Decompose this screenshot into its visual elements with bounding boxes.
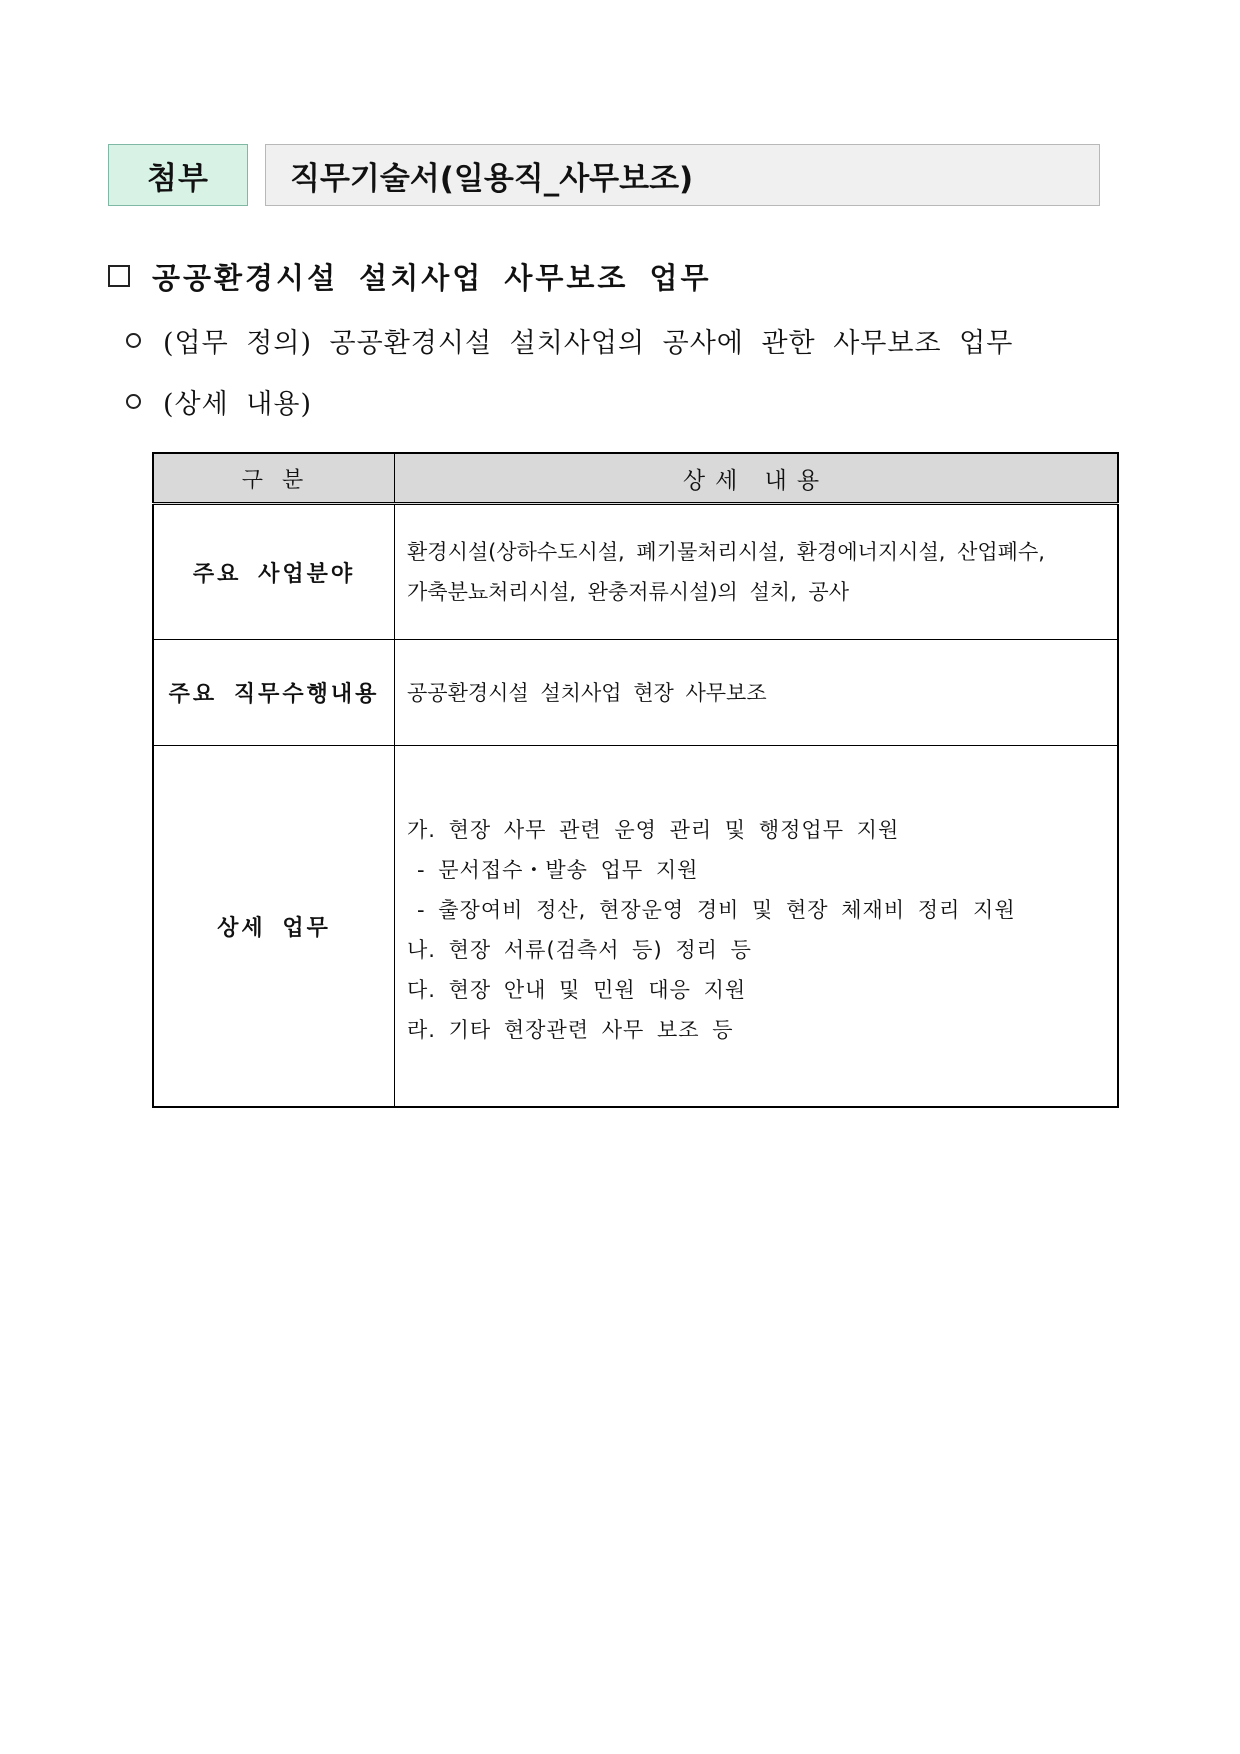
task-list — [407, 802, 1111, 1050]
column-header-details: 상세 내용 — [395, 453, 1119, 504]
row-detail — [395, 504, 1119, 640]
task-item: 가. 현장 사무 관련 운영 관리 및 행정업무 지원 — [407, 818, 900, 842]
detail-line: 가축분뇨처리시설, 완충저류시설)의 설치, 공사 — [407, 580, 850, 604]
task-subitem: - 출장여비 정산, 현장운영 경비 및 현장 체재비 정리 지원 — [417, 898, 1016, 922]
job-description-table — [152, 452, 1119, 1108]
task-subitem: - 문서접수・발송 업무 지원 — [417, 858, 699, 882]
section-heading-text: 공공환경시설 설치사업 사무보조 업무 — [152, 260, 712, 295]
task-item: 다. 현장 안내 및 민원 대응 지원 — [407, 978, 747, 1002]
attachment-badge: 첨부 — [108, 144, 248, 206]
bullet-text: (업무 정의) 공공환경시설 설치사업의 공사에 관한 사무보조 업무 — [163, 327, 1014, 359]
section-heading — [108, 256, 712, 296]
detail-line: 공공환경시설 설치사업 현장 사무보조 — [407, 680, 767, 705]
bullet-text: (상세 내용) — [163, 388, 312, 420]
document-title: 직무기술서(일용직_사무보조) — [265, 144, 1100, 206]
table-row — [153, 504, 1118, 640]
row-detail — [395, 746, 1119, 1108]
task-item: 라. 기타 현장관련 사무 보조 등 — [407, 1018, 734, 1042]
bullet-item-definition — [126, 320, 1013, 360]
bullet-item-details — [126, 381, 312, 421]
column-header-category: 구 분 — [153, 453, 395, 504]
row-category: 상세 업무 — [153, 746, 395, 1108]
table-row — [153, 746, 1118, 1108]
circle-bullet-icon — [126, 394, 141, 409]
circle-bullet-icon — [126, 333, 141, 348]
row-category: 주요 직무수행내용 — [153, 640, 395, 746]
task-item: 나. 현장 서류(검측서 등) 정리 등 — [407, 938, 752, 962]
detail-line: 환경시설(상하수도시설, 폐기물처리시설, 환경에너지시설, 산업폐수, — [407, 540, 1045, 564]
square-bullet-icon — [108, 265, 130, 287]
table-row — [153, 640, 1118, 746]
row-detail — [395, 640, 1119, 746]
row-category: 주요 사업분야 — [153, 504, 395, 640]
table-header-row — [153, 453, 1118, 504]
